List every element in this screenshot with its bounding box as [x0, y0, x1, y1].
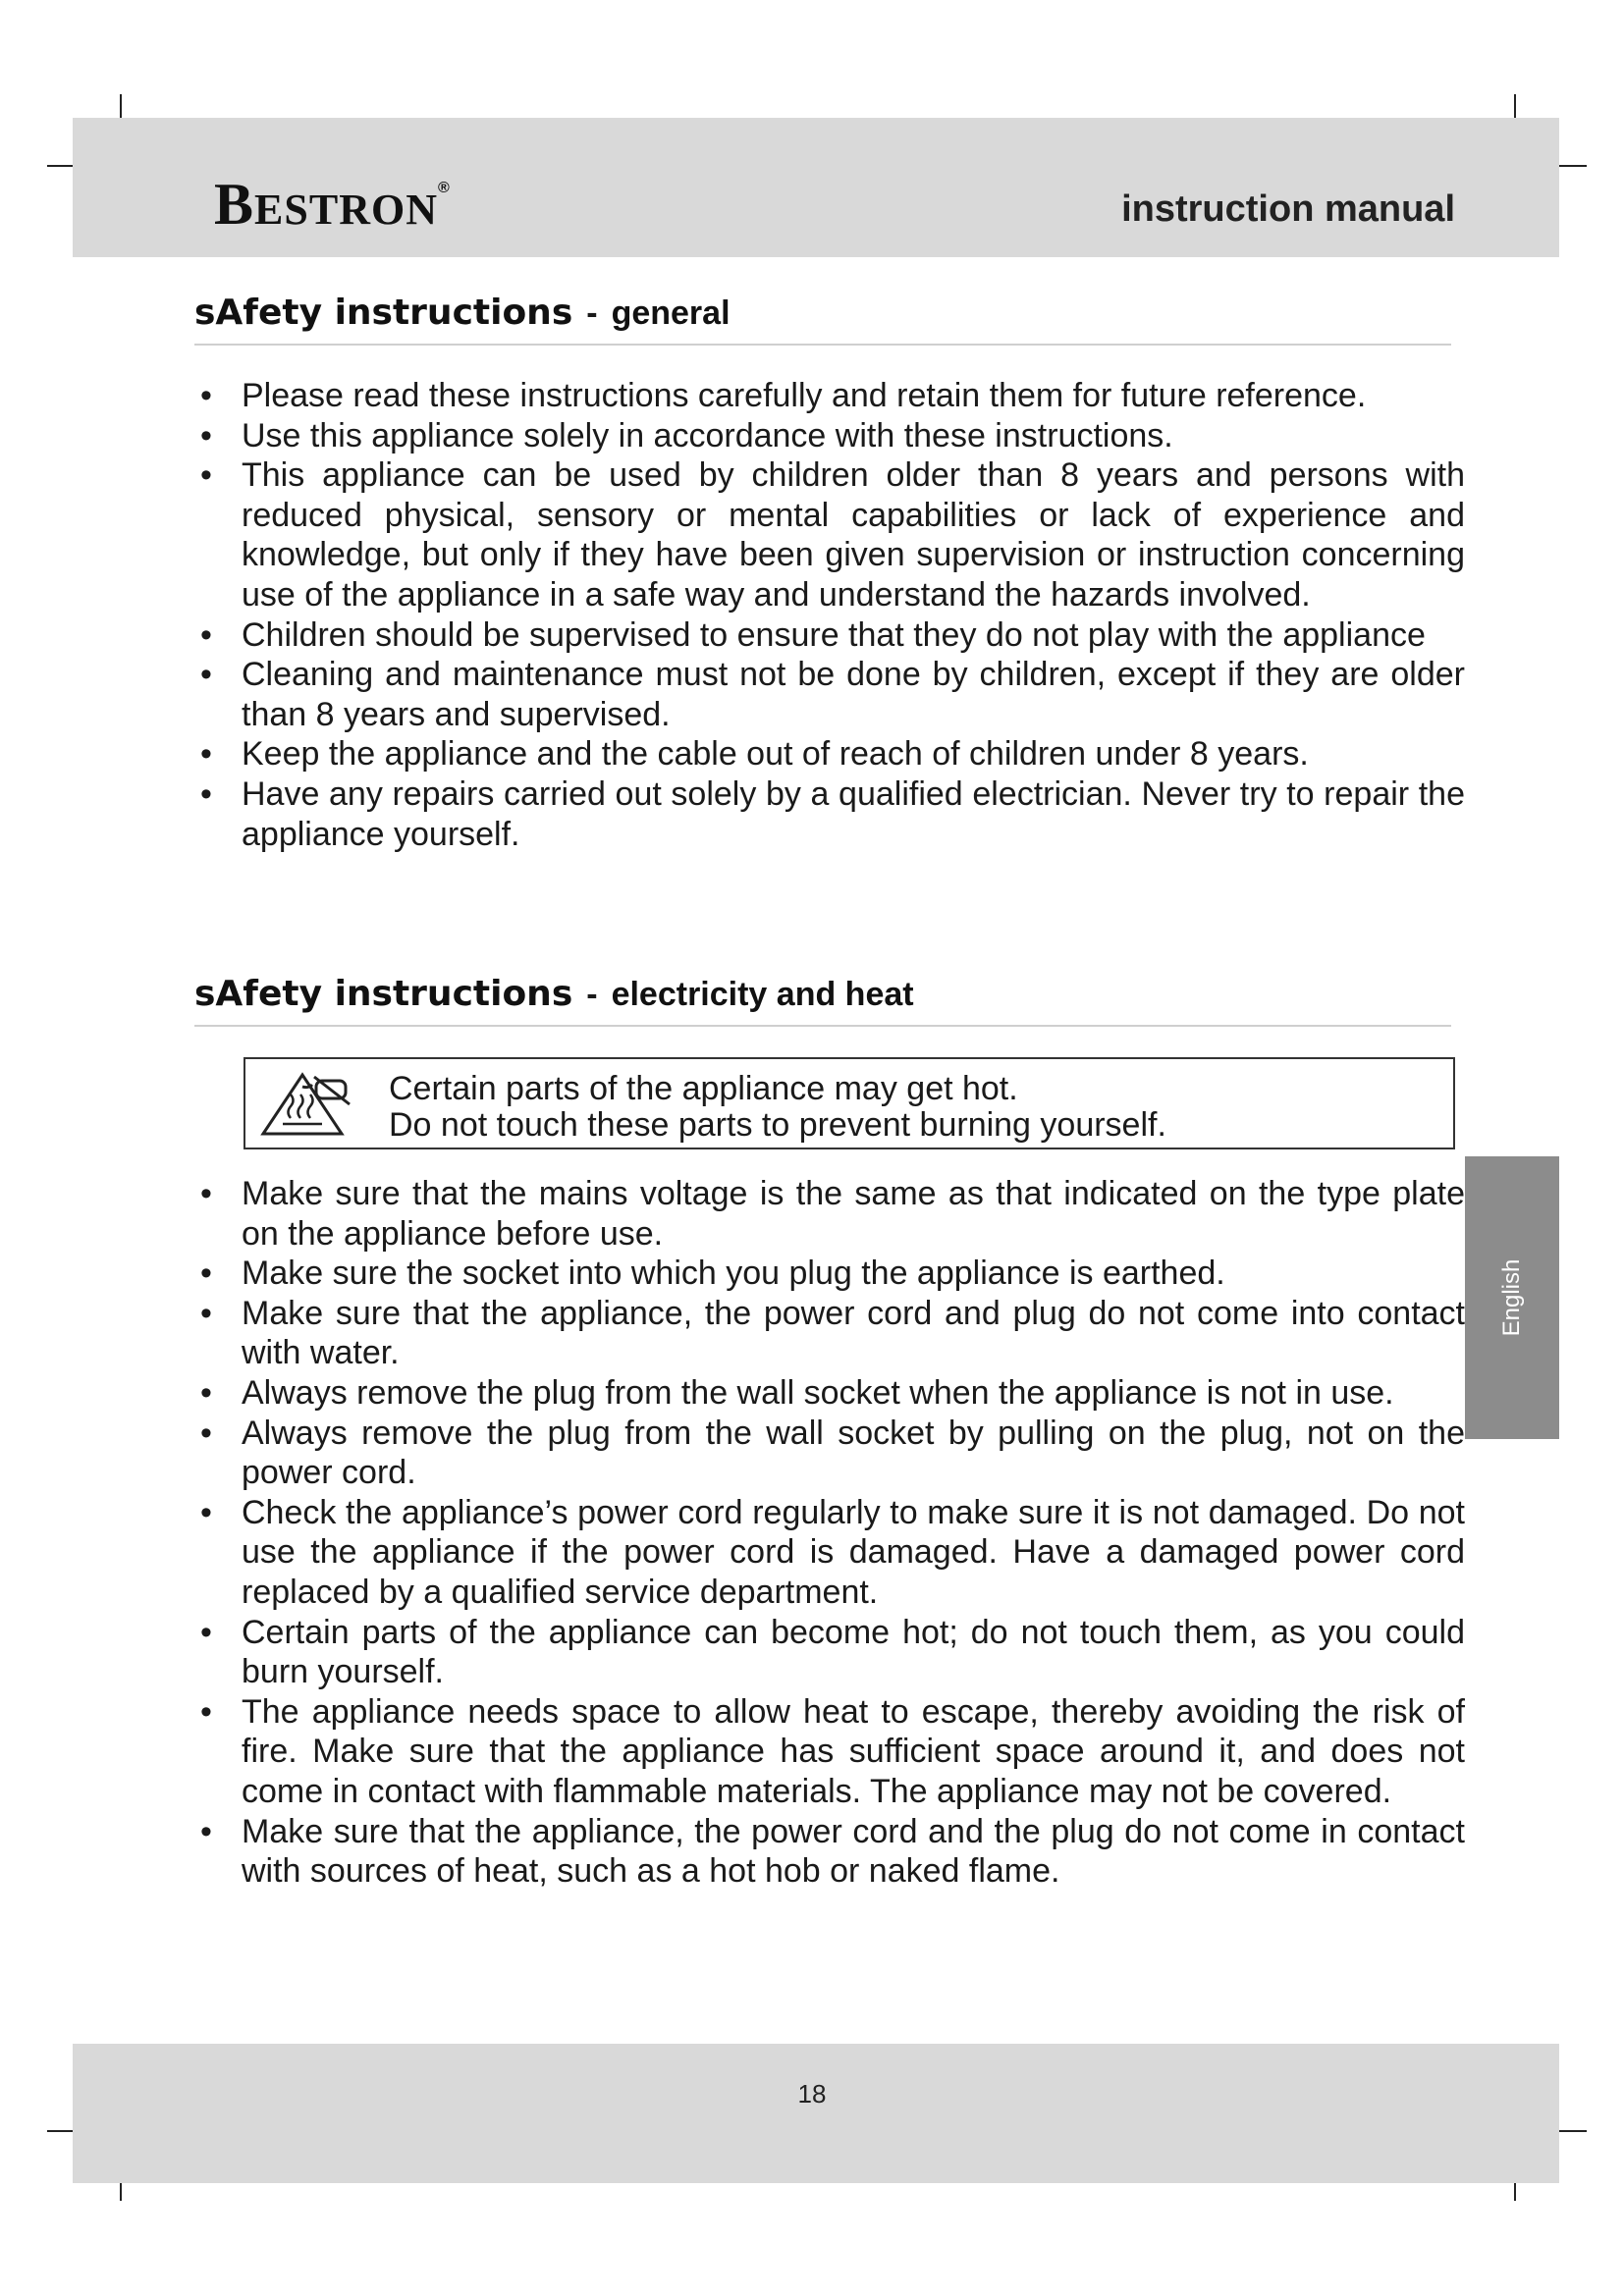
general-safety-list — [194, 376, 1465, 854]
footer-band — [73, 2044, 1559, 2183]
list-item: • Make sure that the appliance, the power cord and the plug do not come in contact with sources of heat, such as a hot hob or naked flame. — [200, 1812, 1465, 1891]
section-heading-main: sAfety instructions — [194, 974, 573, 1014]
brand-logo: BESTRON® — [214, 172, 451, 237]
list-item: • Certain parts of the appliance can become hot; do not touch them, as you could burn yourself. — [200, 1613, 1465, 1691]
section-heading-electricity — [194, 974, 1451, 1027]
list-item: • Children should be supervised to ensure that they do not play with the appliance — [200, 615, 1426, 654]
section-heading-main: sAfety instructions — [194, 293, 573, 333]
electricity-safety-list — [194, 1174, 1465, 1892]
list-item: • This appliance can be used by children older than 8 years and persons with reduced physical, sensory or mental capabilities or lack of experience and knowledge, but only if they have been given supervision or instruction concerning use of the appliance in a safe way and understand the hazards involved. — [200, 456, 1465, 614]
list-item: • Have any repairs carried out solely by a qualified electrician. Never try to repair the appliance yourself. — [200, 774, 1465, 853]
section-heading-dash: - — [586, 976, 598, 1013]
warning-line: Do not touch these parts to prevent burning yourself. — [389, 1106, 1166, 1144]
warning-text — [389, 1071, 1166, 1144]
list-item: • Make sure that the mains voltage is the same as that indicated on the type plate on the appliance before use. — [200, 1175, 1465, 1253]
hot-surface-warning-icon — [257, 1067, 363, 1142]
list-item: • Check the appliance’s power cord regularly to make sure it is not damaged. Do not use the appliance if the power cord is damaged. Have a damaged power cord replaced by a qualified service department. — [200, 1493, 1465, 1611]
manual-title: instruction manual — [1121, 188, 1455, 230]
list-item: • Use this appliance solely in accordance with these instructions. — [200, 416, 1173, 454]
list-item: • Cleaning and maintenance must not be done by children, except if they are older than 8 years and supervised. — [200, 656, 1465, 733]
language-tab — [1465, 1156, 1559, 1439]
list-item: • Make sure the socket into which you plug the appliance is earthed. — [200, 1255, 1225, 1293]
hot-surface-warning-box — [244, 1057, 1455, 1149]
language-tab-label: English — [1498, 1258, 1525, 1337]
list-item: • Please read these instructions carefully and retain them for future reference. — [200, 377, 1367, 414]
list-item: • Keep the appliance and the cable out of reach of children under 8 years. — [200, 735, 1309, 774]
section-heading-general — [194, 293, 1451, 346]
warning-line: Certain parts of the appliance may get hot. — [389, 1070, 1018, 1107]
section-heading-sub: electricity and heat — [611, 976, 914, 1013]
section-heading-dash: - — [586, 294, 598, 332]
list-item: • Always remove the plug from the wall socket when the appliance is not in use. — [200, 1373, 1394, 1412]
list-item: • Always remove the plug from the wall socket by pulling on the plug, not on the power cord. — [200, 1414, 1465, 1492]
page-number: 18 — [797, 2079, 827, 2109]
section-heading-sub: general — [611, 294, 731, 332]
list-item: • Make sure that the appliance, the power cord and plug do not come into contact with water. — [200, 1294, 1465, 1372]
list-item: • The appliance needs space to allow heat to escape, thereby avoiding the risk of fire. Make sure that the appliance has sufficient space around it, and does not come in contact with flammable materials. The appliance may not be covered. — [200, 1692, 1465, 1810]
